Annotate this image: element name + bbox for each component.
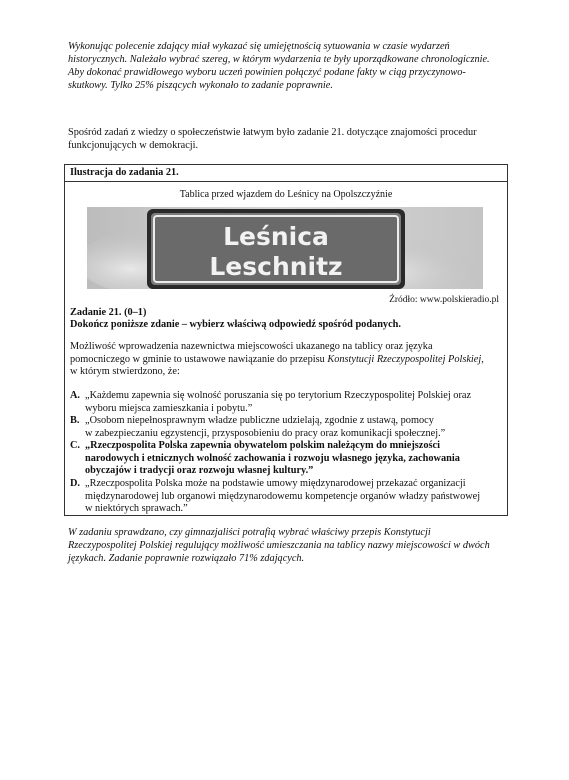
intro-line: historycznych. Należało wybrać szereg, w którym wydarzenia te były uporządkowane chronologicznie. [68, 54, 490, 65]
option-line: obyczajów i tradycji oraz rozwoju własnej kultury.” [85, 465, 314, 476]
answer-option-c [70, 440, 502, 478]
task-header [70, 307, 401, 331]
option-text [85, 390, 502, 415]
option-letter: D. [70, 478, 81, 489]
outro-line: Rzeczypospolitej Polskiej regulujący możliwość umieszczania na tablicy nazwy miejscowości w dwóch [68, 540, 490, 551]
task-text-line: Możliwość wprowadzenia nazewnictwa miejscowości ukazanego na tablicy oraz języka [70, 341, 433, 352]
section-line: Spośród zadań z wiedzy o społeczeństwie łatwym było zadanie 21. dotyczące znajomości procedur [68, 127, 477, 138]
task-box [64, 164, 508, 516]
intro-line: Wykonując polecenie zdający miał wykazać się umiejętnością sytuowania w czasie wydarzeń [68, 41, 450, 52]
sign-text-line2: Leschnitz [209, 252, 343, 281]
road-sign-image [87, 207, 483, 289]
constitution-title: Konstytucji Rzeczypospolitej Polskiej [327, 353, 482, 365]
option-line: w niektórych sprawach.” [85, 503, 188, 514]
box-title: Ilustracja do zadania 21. [70, 167, 179, 178]
option-line: „Osobom niepełnosprawnym władze publiczne udzielają, zgodnie z ustawą, pomocy [85, 415, 434, 426]
option-text [85, 440, 502, 478]
sign-text-line1: Leśnica [223, 222, 329, 251]
option-letter: C. [70, 440, 81, 451]
answer-option-b [70, 415, 502, 441]
outro-paragraph [68, 526, 505, 565]
task-text-line: w którym stwierdzono, że: [70, 366, 180, 377]
option-line: „Każdemu zapewnia się wolność poruszania się po terytorium Rzeczypospolitej Polskiej oraz [85, 390, 472, 401]
photo-caption: Tablica przed wjazdem do Leśnicy na Opolszczyźnie [179, 189, 393, 200]
option-text [85, 478, 502, 516]
option-line: „Rzeczpospolita Polska zapewnia obywatelom polskim należącym do mniejszości [85, 440, 440, 451]
intro-paragraph [68, 40, 505, 92]
road-sign-photo [87, 207, 483, 289]
outro-line: W zadaniu sprawdzano, czy gimnazjaliści potrafią wybrać właściwy przepis Konstytucji [68, 527, 431, 538]
task-instruction: Dokończ poniższe zdanie – wybierz właściwą odpowiedź spośród podanych. [70, 319, 401, 330]
photo-source: Źródło: www.polskieradio.pl [389, 295, 499, 305]
section-line: funkcjonujących w demokracji. [68, 140, 199, 151]
intro-line: Aby dokonać prawidłowego wyboru uczeń powinien połączyć podane fakty w ciąg przyczynowo- [68, 67, 466, 78]
task-text-line [70, 354, 502, 367]
option-line: wyboru miejsca zamieszkania i pobytu.” [85, 402, 253, 414]
option-line: narodowych i etnicznych wolność zachowania i rozwoju własnego języka, zachowania [85, 452, 460, 464]
task-text-part: , [481, 353, 484, 365]
option-text [85, 415, 502, 440]
option-letter: A. [70, 390, 81, 401]
option-line: w zabezpieczaniu egzystencji, przysposobieniu do pracy oraz komunikacji społecznej.” [85, 427, 446, 439]
answer-option-d [70, 478, 502, 516]
answer-option-a [70, 390, 502, 416]
intro-line: skutkowy. Tylko 25% piszących wykonało to zadanie poprawnie. [68, 80, 333, 91]
option-line: międzynarodowej lub organowi międzynarodowemu kompetencje organów władzy państwowej [85, 490, 481, 502]
task-text-part: pomocniczego w gminie to ustawowe nawiązanie do przepisu [70, 353, 328, 365]
box-divider [65, 181, 507, 182]
outro-line: językach. Zadanie poprawnie rozwiązało 71% zdających. [68, 553, 305, 564]
option-letter: B. [70, 415, 80, 426]
task-text [70, 341, 502, 379]
task-number: Zadanie 21. (0–1) [70, 307, 147, 318]
section-paragraph [68, 126, 505, 152]
option-line: „Rzeczpospolita Polska może na podstawie umowy międzynarodowej przekazać organizacji [85, 478, 466, 489]
